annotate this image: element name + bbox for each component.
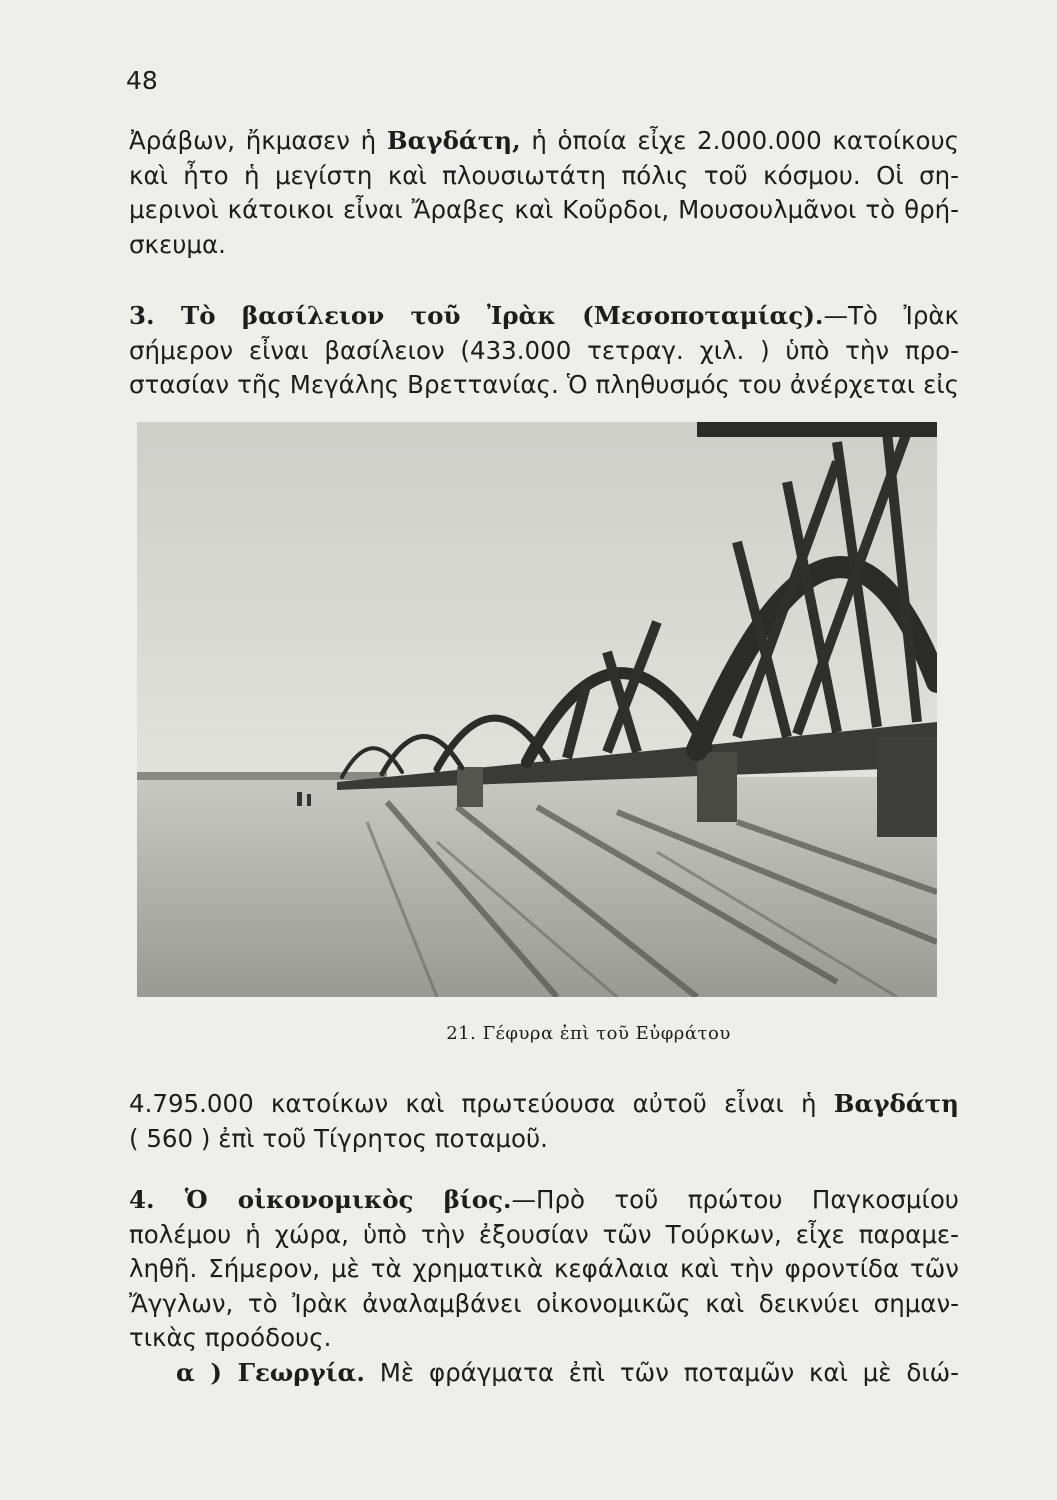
section-heading: 4. Ὁ οἰκονομικὸς βίος.	[129, 1185, 512, 1214]
bold-term: Βαγδάτη,	[386, 126, 521, 155]
text-line: 4.795.000 κατοίκων καὶ πρωτεύουσα αὐτοῦ εἶναι ἡ Βαγδάτη	[129, 1089, 959, 1118]
paragraph-population	[129, 1087, 959, 1156]
section-heading: 3. Τὸ βασίλειον τοῦ Ἰρὰκ (Μεσοποταμίας).	[129, 301, 824, 330]
text-line: τικὰς προόδους.	[129, 1323, 332, 1352]
text-line: πολέμου ἡ χώρα, ὑπὸ τὴν ἐξουσίαν τῶν Τούρκων, εἶχε παραμε-	[129, 1219, 959, 1249]
page-number: 48	[126, 66, 158, 95]
figure-caption: 21. Γέφυρα ἐπὶ τοῦ Εὐφράτου	[446, 1023, 731, 1044]
paragraph-baghdad-history	[129, 124, 959, 262]
text-line: Ἀράβων, ἤκμασεν ἡ Βαγδάτη, ἡ ὁποία εἶχε 2.000.000 κατοίκους	[129, 126, 960, 155]
text-line: ( 560 ) ἐπὶ τοῦ Τίγρητος ποταμοῦ.	[129, 1123, 548, 1153]
text-line: στασίαν τῆς Μεγάλης Βρεττανίας. Ὁ πληθυσμός του ἀνέρχεται εἰς	[129, 370, 959, 399]
section-4-economic-life	[129, 1183, 959, 1390]
text-line: Ἄγγλων, τὸ Ἰρὰκ ἀναλαμβάνει οἰκονομικῶς καὶ δεικνύει σημαν-	[129, 1288, 959, 1318]
bold-term: Βαγδάτη	[833, 1089, 959, 1118]
text-line: σήμερον εἶναι βασίλειον (433.000 τετραγ. χιλ. ) ὑπὸ τὴν προ-	[129, 335, 959, 365]
section-heading-line: 3. Τὸ βασίλειον τοῦ Ἰρὰκ (Μεσοποταμίας).—Τὸ Ἰρὰκ	[129, 301, 960, 330]
bridge-photograph	[137, 422, 937, 997]
text-line: μερινοὶ κάτοικοι εἶναι Ἄραβες καὶ Κοῦρδοι, Μουσουλμᾶνοι τὸ θρή-	[129, 195, 959, 224]
section-heading-line: 4. Ὁ οἰκονομικὸς βίος.—Πρὸ τοῦ πρώτου Παγκοσμίου	[129, 1185, 959, 1214]
subsection-agriculture: α ) Γεωργία. Μὲ φράγματα ἐπὶ τῶν ποταμῶν καὶ μὲ διώ-	[176, 1357, 959, 1387]
section-3-iraq-kingdom	[129, 299, 959, 403]
text-line: ληθῆ. Σήμερον, μὲ τὰ χρηματικὰ κεφάλαια καὶ τὴν φροντίδα τῶν	[129, 1254, 959, 1283]
text-line: καὶ ἦτο ἡ μεγίστη καὶ πλουσιωτάτη πόλις τοῦ κόσμου. Οἱ ση-	[129, 160, 959, 190]
subsection-label: α ) Γεωργία.	[176, 1357, 365, 1387]
text-line: σκευμα.	[129, 229, 226, 259]
